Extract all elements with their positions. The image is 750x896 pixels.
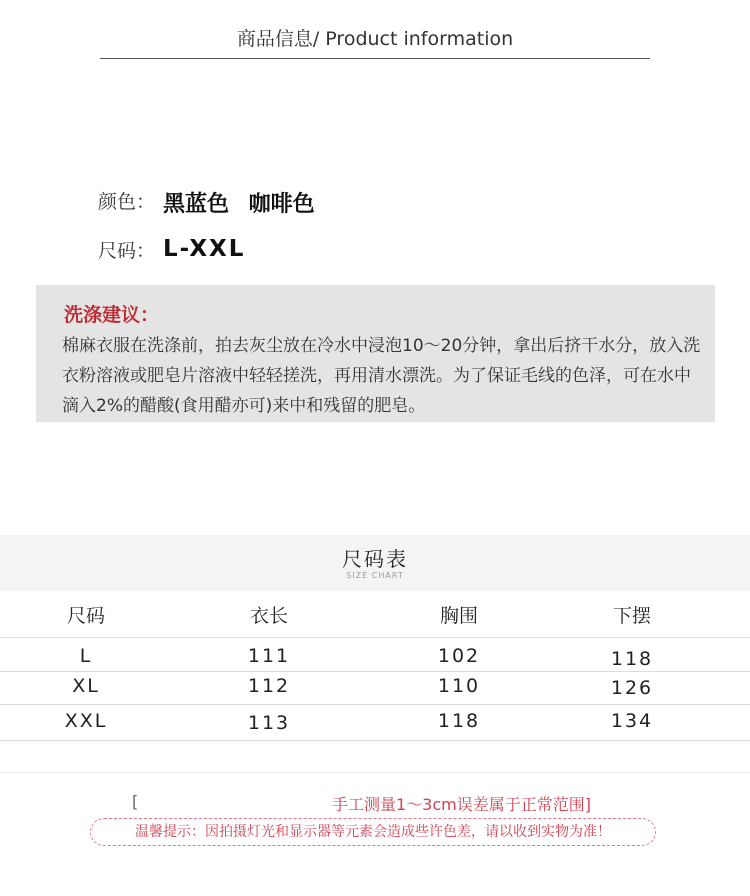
table-divider — [0, 740, 750, 741]
color-label: 颜色： — [98, 191, 156, 213]
section-divider — [0, 772, 750, 773]
measure-note: 手工测量1～3cm误差属于正常范围] — [332, 795, 591, 814]
table-divider — [0, 637, 750, 638]
table-header-length: 衣长 — [249, 605, 288, 627]
table-cell: 113 — [247, 712, 291, 734]
table-cell: 102 — [437, 645, 481, 667]
size-chart-subtitle: SIZE CHART — [346, 571, 404, 580]
table-cell: 126 — [610, 677, 654, 699]
table-cell: 118 — [610, 648, 654, 670]
page-title: 商品信息/ Product information — [236, 28, 514, 50]
table-cell: XL — [72, 675, 100, 697]
color-difference-tip: 温馨提示：因拍摄灯光和显示器等元素会造成些许色差，请以收到实物为准！ — [90, 818, 656, 846]
header-divider — [100, 58, 650, 59]
table-header-size: 尺码 — [66, 605, 105, 627]
table-cell: 111 — [247, 645, 291, 667]
wash-advice-title: 洗涤建议： — [64, 304, 160, 326]
table-divider — [0, 704, 750, 705]
table-header-hem: 下摆 — [612, 605, 651, 627]
size-value: L-XXL — [163, 236, 246, 262]
table-header-chest: 胸围 — [439, 605, 478, 627]
table-cell: 118 — [437, 710, 481, 732]
table-cell: XXL — [64, 710, 108, 732]
table-cell: 134 — [610, 710, 654, 732]
color-value: 黑蓝色 咖啡色 — [163, 192, 315, 217]
table-cell: L — [79, 645, 93, 667]
size-label: 尺码： — [98, 240, 156, 262]
wash-advice-text: 棉麻衣服在洗涤前，拍去灰尘放在冷水中浸泡10～20分钟，拿出后挤干水分，放入洗衣粉溶液或肥皂片溶液中轻轻搓洗，再用清水漂洗。为了保证毛线的色泽，可在水中滴入2%的醋酸(食用醋亦可)来中和残留的肥皂。 — [62, 336, 701, 416]
table-cell: 110 — [437, 675, 481, 697]
size-chart-title: 尺码表 — [342, 547, 408, 571]
measure-note-bracket: [ — [132, 792, 139, 811]
table-divider — [0, 671, 750, 672]
table-cell: 112 — [247, 675, 291, 697]
